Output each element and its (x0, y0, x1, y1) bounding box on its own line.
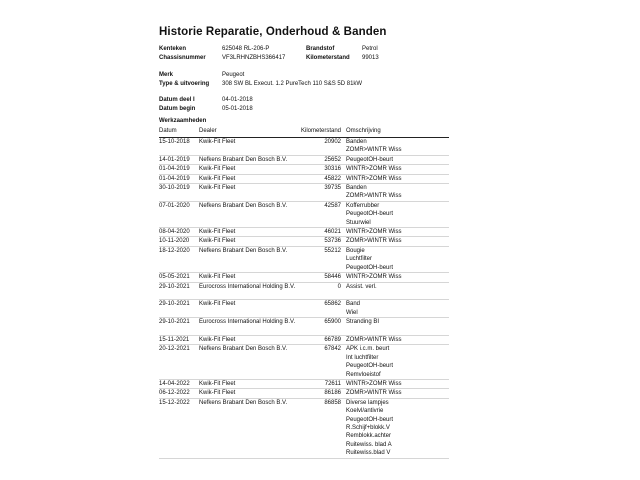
type-label: Type & uitvoering (159, 81, 210, 87)
table-row (159, 165, 449, 174)
row-kilometerstand: 45822 (324, 175, 341, 182)
row-dealer: Kwik-Fit Fleet (199, 301, 236, 308)
omschrijving-line: Assist. verl. (346, 283, 377, 290)
row-omschrijving (346, 300, 449, 317)
kenteken-value: 625048 RL-206-P (222, 46, 270, 52)
omschrijving-line: ZOMR>WINTR Wiss (346, 390, 402, 397)
page-title: Historie Reparatie, Onderhoud & Banden (159, 26, 387, 38)
table-row (159, 318, 449, 336)
row-datum: 07-01-2020 (159, 202, 190, 209)
row-datum: 29-10-2021 (159, 319, 190, 326)
row-omschrijving (346, 156, 449, 164)
table-row (159, 228, 449, 237)
row-kilometerstand: 0 (337, 283, 341, 290)
row-omschrijving (346, 283, 449, 300)
row-dealer: Kwik-Fit Fleet (199, 229, 236, 236)
row-kilometerstand: 72611 (324, 380, 341, 387)
merk-label: Merk (159, 72, 174, 78)
table-row (159, 345, 449, 380)
row-kilometerstand: 55212 (324, 247, 341, 254)
row-datum: 15-12-2022 (159, 399, 190, 406)
row-dealer: Kwik-Fit Fleet (199, 238, 236, 245)
row-datum: 15-11-2021 (159, 336, 190, 343)
row-datum: 06-12-2022 (159, 390, 190, 397)
table-header (159, 128, 449, 138)
row-omschrijving (346, 345, 449, 379)
row-spacer (346, 291, 449, 299)
row-kilometerstand: 65862 (324, 301, 341, 308)
header-omschrijving: Omschrijving (346, 128, 381, 134)
omschrijving-line: Bougie (346, 247, 365, 254)
kenteken-label: Kenteken (159, 46, 187, 52)
omschrijving-line: Kofferrubber (346, 202, 380, 209)
row-dealer: Nefkens Brabant Den Bosch B.V. (199, 202, 288, 209)
table-row (159, 237, 449, 246)
omschrijving-line: Ruitewiss.blad V (346, 450, 391, 457)
werkzaamheden-table (159, 128, 449, 459)
row-spacer (346, 327, 449, 335)
row-omschrijving (346, 184, 449, 201)
row-omschrijving (346, 228, 449, 236)
datum-deel-label: Datum deel I (159, 97, 195, 103)
row-dealer: Kwik-Fit Fleet (199, 185, 236, 192)
row-kilometerstand: 25652 (324, 156, 341, 163)
table-row (159, 300, 449, 318)
row-kilometerstand: 53736 (324, 238, 341, 245)
omschrijving-line: PeugeotOH-beurt (346, 264, 394, 271)
omschrijving-line: Stranding BI (346, 319, 380, 326)
omschrijving-line: Diverse lampjes (346, 399, 389, 406)
row-kilometerstand: 46021 (324, 229, 341, 236)
omschrijving-line: Remblokk.achter (346, 433, 392, 440)
omschrijving-line: APK i.c.m. beurt (346, 346, 390, 353)
omschrijving-line: WINTR>ZOMR Wiss (346, 166, 402, 173)
omschrijving-line: Banden (346, 139, 367, 145)
row-dealer: Kwik-Fit Fleet (199, 175, 236, 182)
row-datum: 14-01-2019 (159, 156, 190, 163)
header-dealer: Dealer (199, 128, 217, 134)
row-omschrijving (346, 202, 449, 227)
omschrijving-line: Wiel (346, 309, 358, 316)
table-row (159, 202, 449, 228)
row-omschrijving (346, 237, 449, 245)
omschrijving-line: R.Schijf+blokk.V (346, 425, 390, 431)
table-row (159, 247, 449, 273)
row-kilometerstand: 42587 (324, 202, 341, 209)
header-datum: Datum (159, 128, 177, 134)
row-omschrijving (346, 380, 449, 388)
kilometerstand-value: 99013 (362, 55, 379, 61)
omschrijving-line: Stuurwiel (346, 219, 371, 226)
type-value: 308 SW BL Execut. 1.2 PureTech 110 S&S 5D 81kW (222, 81, 363, 87)
row-datum: 05-05-2021 (159, 274, 190, 281)
table-row (159, 380, 449, 389)
omschrijving-line: WINTR>ZOMR Wiss (346, 175, 402, 182)
table-row (159, 138, 449, 156)
omschrijving-line: Ruitewiss. blad A (346, 441, 392, 448)
row-datum: 20-12-2021 (159, 346, 190, 353)
row-datum: 14-04-2022 (159, 380, 190, 387)
omschrijving-line: PeugeotOH-beurt (346, 211, 394, 218)
row-omschrijving (346, 399, 449, 458)
omschrijving-line: Remvloeistof (346, 371, 381, 378)
row-dealer: Kwik-Fit Fleet (199, 380, 236, 387)
omschrijving-line: WINTR>ZOMR Wiss (346, 380, 402, 387)
kilometerstand-label: Kilometerstand (306, 55, 350, 61)
row-kilometerstand: 66789 (324, 336, 341, 343)
chassis-value: VF3LRHNZBHS366417 (222, 55, 286, 61)
omschrijving-line: PeugeotOH-beurt (346, 156, 394, 163)
row-dealer: Nefkens Brabant Den Bosch B.V. (199, 156, 288, 163)
datum-begin-label: Datum begin (159, 106, 196, 112)
omschrijving-line: ZOMR>WINTR Wiss (346, 238, 402, 245)
row-kilometerstand: 67842 (324, 346, 341, 353)
omschrijving-line: WINTR>ZOMR Wiss (346, 274, 402, 281)
omschrijving-line: Banden (346, 185, 367, 192)
omschrijving-line: PeugeotOH-beurt (346, 363, 394, 370)
row-dealer: Kwik-Fit Fleet (199, 336, 236, 343)
row-dealer: Nefkens Brabant Den Bosch B.V. (199, 346, 288, 353)
row-dealer: Nefkens Brabant Den Bosch B.V. (199, 247, 288, 254)
table-row (159, 175, 449, 184)
row-kilometerstand: 65900 (324, 319, 341, 326)
omschrijving-line: ZOMR>WINTR Wiss (346, 336, 402, 343)
row-omschrijving (346, 138, 449, 155)
row-kilometerstand: 86858 (324, 399, 341, 406)
brandstof-label: Brandstof (306, 46, 335, 52)
table-row (159, 399, 449, 459)
omschrijving-line: Koelvl/antivrie (346, 408, 384, 415)
row-dealer: Eurocross International Holding B.V. (199, 283, 296, 290)
omschrijving-line: PeugeotOH-beurt (346, 416, 394, 423)
row-kilometerstand: 39735 (324, 185, 341, 192)
datum-deel-value: 04-01-2018 (222, 97, 253, 103)
row-datum: 10-11-2020 (159, 238, 190, 245)
table-row (159, 336, 449, 345)
row-dealer: Kwik-Fit Fleet (199, 274, 236, 281)
row-omschrijving (346, 247, 449, 272)
table-row (159, 283, 449, 301)
row-omschrijving (346, 273, 449, 281)
row-datum: 29-10-2021 (159, 301, 190, 308)
chassis-label: Chassisnummer (159, 55, 206, 61)
table-row (159, 156, 449, 165)
omschrijving-line: ZOMR>WINTR Wiss (346, 193, 402, 200)
row-omschrijving (346, 389, 449, 397)
datum-begin-value: 05-01-2018 (222, 106, 253, 112)
row-datum: 01-04-2019 (159, 166, 190, 173)
row-kilometerstand: 58446 (324, 274, 341, 281)
row-datum: 29-10-2021 (159, 283, 190, 290)
row-kilometerstand: 86186 (324, 390, 341, 397)
row-dealer: Kwik-Fit Fleet (199, 390, 236, 397)
row-datum: 08-04-2020 (159, 229, 190, 236)
row-kilometerstand: 20902 (324, 139, 341, 145)
omschrijving-line: Band (346, 301, 361, 308)
row-datum: 15-10-2018 (159, 139, 190, 145)
table-row (159, 184, 449, 202)
header-kilometerstand: Kilometerstand (301, 128, 342, 134)
row-omschrijving (346, 336, 449, 344)
row-datum: 30-10-2019 (159, 185, 190, 192)
omschrijving-line: Int luchtfilter (346, 354, 379, 361)
row-datum: 18-12-2020 (159, 247, 190, 254)
row-dealer: Eurocross International Holding B.V. (199, 319, 296, 326)
row-dealer: Nefkens Brabant Den Bosch B.V. (199, 399, 288, 406)
row-dealer: Kwik-Fit Fleet (199, 139, 236, 145)
werkzaamheden-title: Werkzaamheden (159, 118, 207, 124)
row-kilometerstand: 30316 (324, 166, 341, 173)
omschrijving-line: WINTR>ZOMR Wiss (346, 229, 402, 236)
row-omschrijving (346, 175, 449, 183)
table-row (159, 273, 449, 282)
row-dealer: Kwik-Fit Fleet (199, 166, 236, 173)
table-row (159, 389, 449, 398)
row-omschrijving (346, 318, 449, 335)
merk-value: Peugeot (222, 72, 245, 78)
row-omschrijving (346, 165, 449, 173)
table-body (159, 138, 449, 459)
row-datum: 01-04-2019 (159, 175, 190, 182)
omschrijving-line: Luchtfilter (346, 256, 373, 263)
omschrijving-line: ZOMR>WINTR Wiss (346, 147, 402, 154)
brandstof-value: Petrol (362, 46, 378, 52)
